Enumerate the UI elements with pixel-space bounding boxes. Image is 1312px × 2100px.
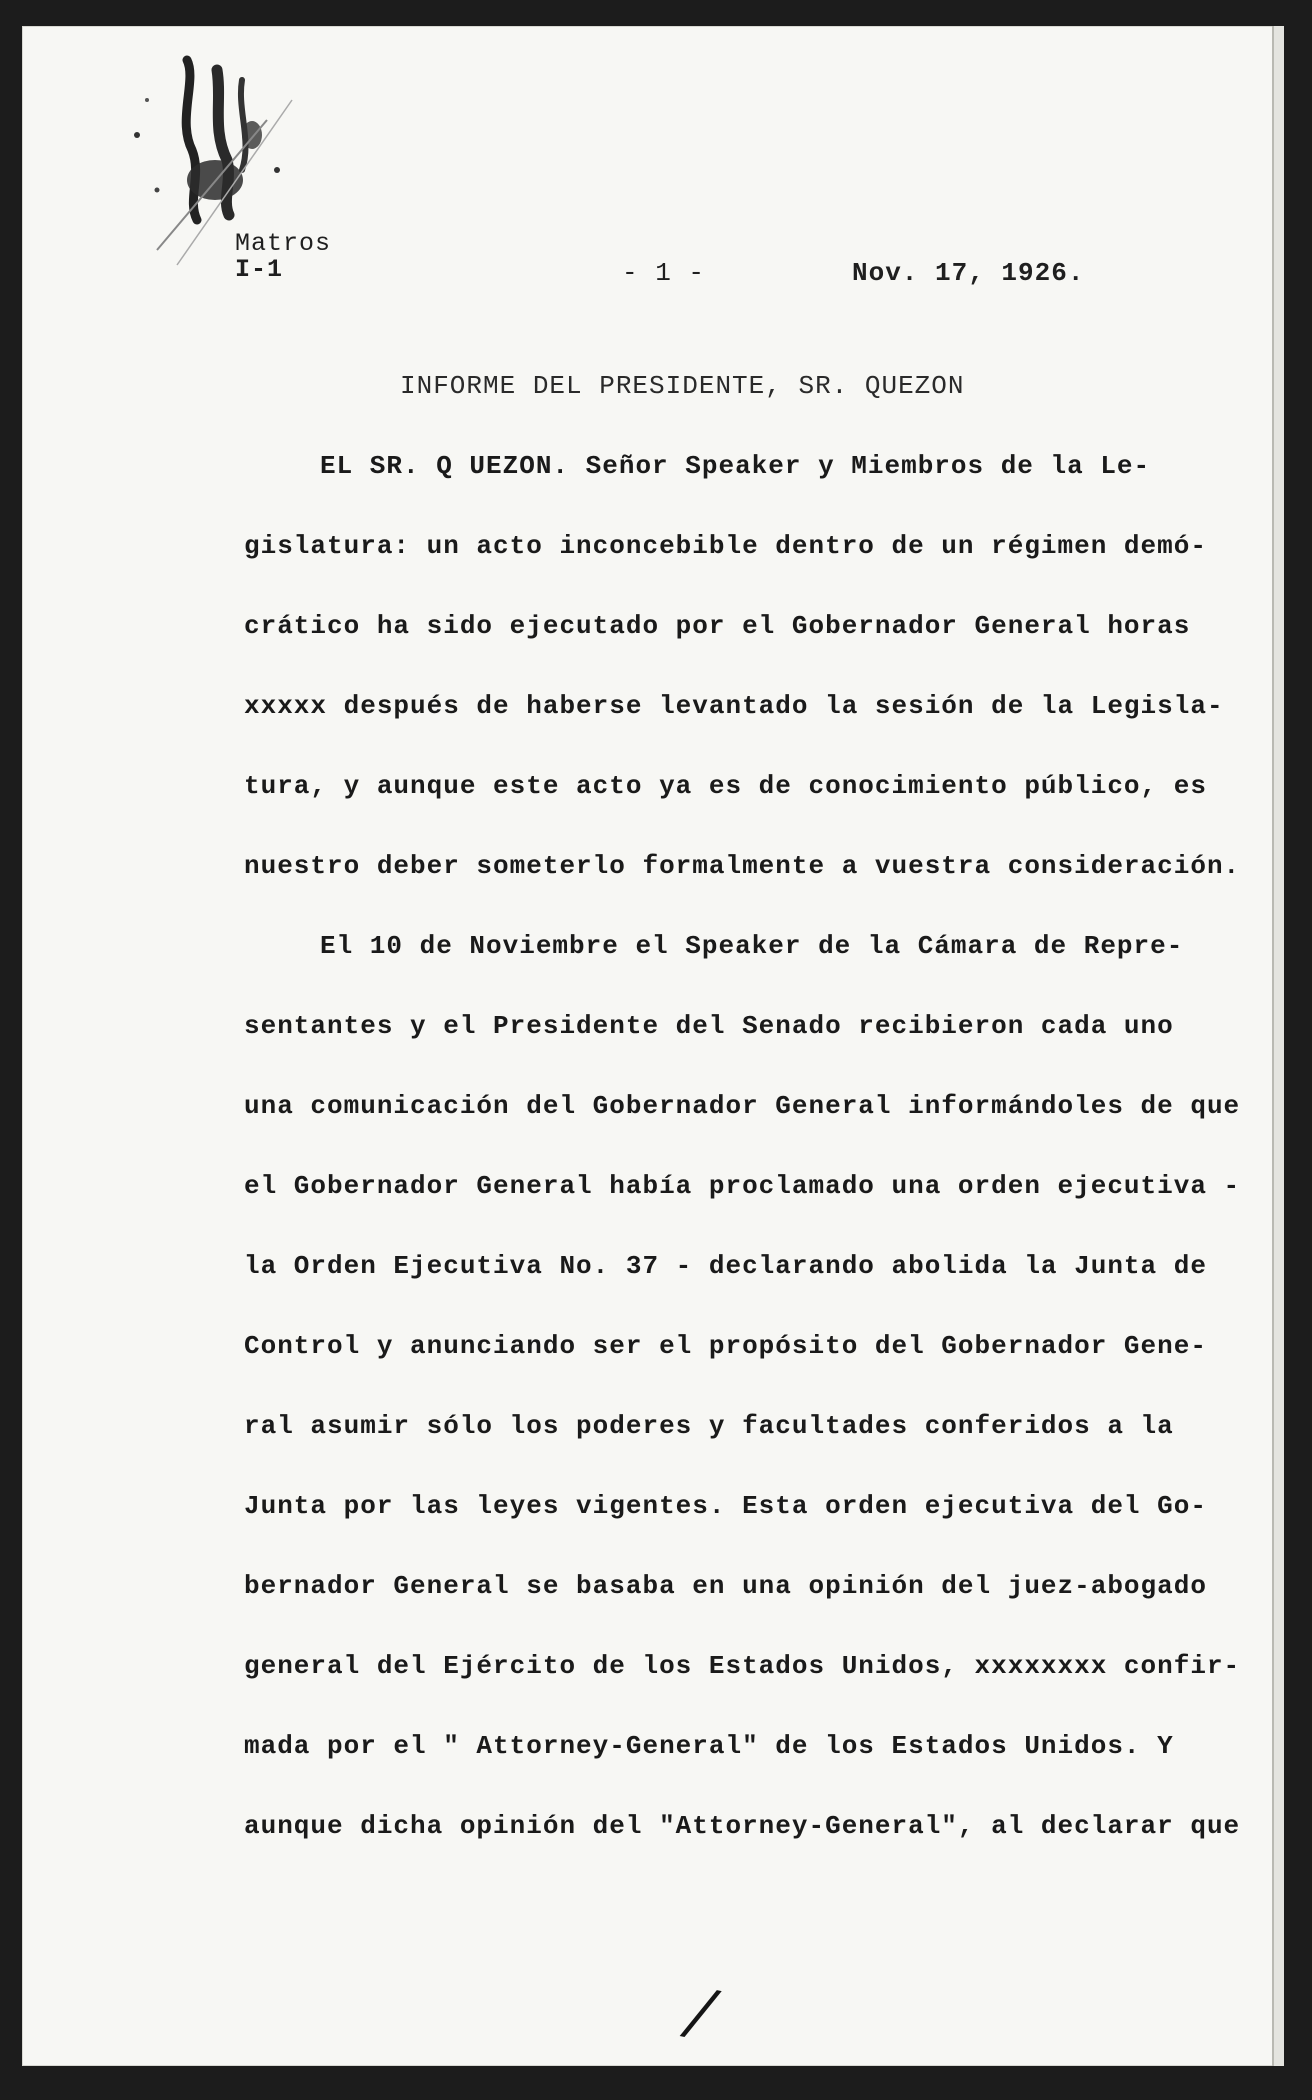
- page-edge: [1272, 26, 1284, 2066]
- header-name: Matros: [235, 229, 332, 258]
- body-line: Junta por las leyes vigentes. Esta orden ejecutiva del Go-: [244, 1491, 1207, 1521]
- body-line: bernador General se basaba en una opinión del juez-abogado: [244, 1571, 1207, 1601]
- body-line: mada por el " Attorney-General" de los Estados Unidos. Y: [244, 1731, 1174, 1761]
- body-line: xxxxx después de haberse levantado la sesión de la Legisla-: [244, 691, 1224, 721]
- document-title: INFORME DEL PRESIDENTE, SR. QUEZON: [400, 371, 965, 401]
- body-line: EL SR. Q UEZON. Señor Speaker y Miembros de la Le-: [320, 451, 1151, 481]
- document-page: [22, 26, 1284, 2066]
- header-code: I-1: [235, 255, 284, 284]
- body-line: aunque dicha opinión del "Attorney-General", al declarar que: [244, 1811, 1241, 1841]
- body-line: Control y anunciando ser el propósito del Gobernador Gene-: [244, 1331, 1207, 1361]
- body-line: tura, y aunque este acto ya es de conocimiento público, es: [244, 771, 1207, 801]
- body-line: el Gobernador General había proclamado una orden ejecutiva -: [244, 1171, 1241, 1201]
- body-line: general del Ejército de los Estados Unidos, xxxxxxxx confir-: [244, 1651, 1241, 1681]
- body-line: gislatura: un acto inconcebible dentro de un régimen demó-: [244, 531, 1207, 561]
- body-line: la Orden Ejecutiva No. 37 - declarando abolida la Junta de: [244, 1251, 1207, 1281]
- body-line: una comunicación del Gobernador General informándoles de que: [244, 1091, 1241, 1121]
- header-reference: [235, 231, 331, 283]
- body-line: nuestro deber someterlo formalmente a vuestra consideración.: [244, 851, 1241, 881]
- body-line: El 10 de Noviembre el Speaker de la Cámara de Repre-: [320, 931, 1184, 961]
- body-line: ral asumir sólo los poderes y facultades conferidos a la: [244, 1411, 1174, 1441]
- body-line: crático ha sido ejecutado por el Gobernador General horas: [244, 611, 1191, 641]
- handwritten-page-mark: /: [682, 1974, 720, 2052]
- body-line: sentantes y el Presidente del Senado recibieron cada uno: [244, 1011, 1174, 1041]
- page-number: - 1 -: [622, 258, 706, 288]
- header-date: Nov. 17, 1926.: [852, 258, 1085, 288]
